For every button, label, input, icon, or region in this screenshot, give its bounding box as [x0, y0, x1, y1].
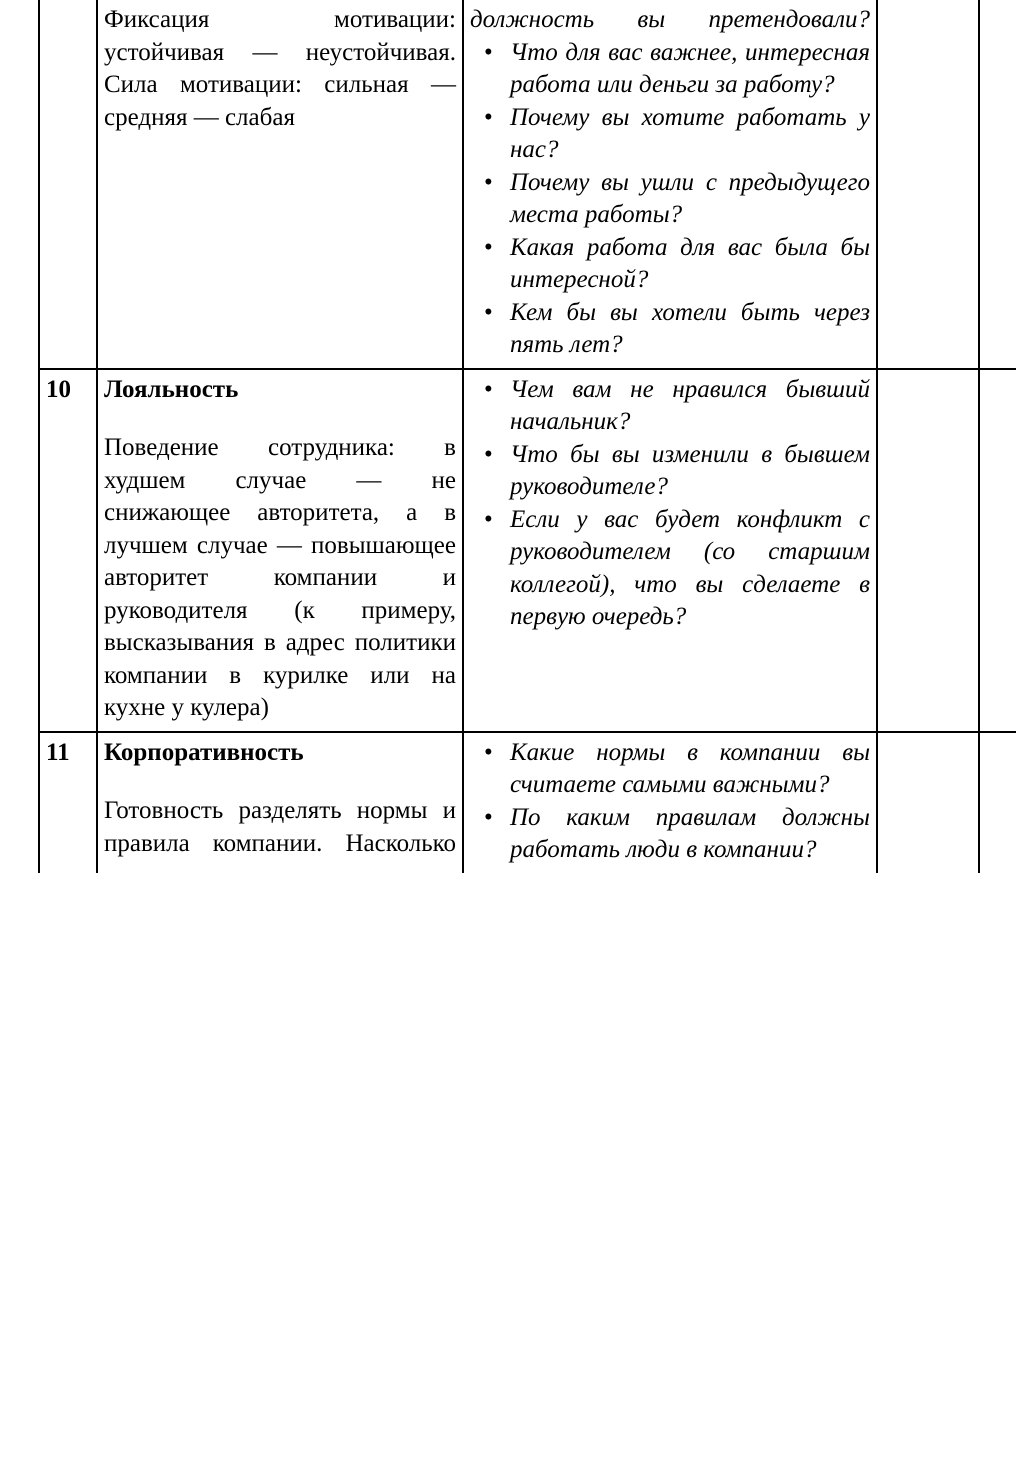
notes-cell [979, 732, 1016, 873]
table-row [39, 369, 1016, 732]
criterion-title: Лояльность [104, 375, 239, 403]
assessment-cell [877, 369, 979, 732]
questions-list [470, 737, 870, 867]
question-continuation: должность вы претендовали? [470, 6, 870, 33]
list-item: • Что для вас важнее, интересная работа или деньги за работу? [470, 37, 870, 102]
criterion-title: Корпоративность [104, 738, 304, 766]
row-number-cell [39, 732, 97, 873]
questions-cell [463, 0, 877, 369]
row-number-cell [39, 0, 97, 369]
list-item: • Если у вас будет конфликт с руководителем (со старшим коллегой), что вы сделаете в первую очередь? [470, 504, 870, 634]
list-item: • Чем вам не нравился бывший начальник? [470, 374, 870, 439]
list-item: • Кем бы вы хотели быть через пять лет? [470, 297, 870, 362]
criterion-paragraph: Готовность разделять нормы и правила компании. Насколько [104, 797, 456, 857]
row-number: 10 [46, 375, 71, 403]
list-item: • Почему вы ушли с предыдущего места работы? [470, 167, 870, 232]
questions-list [470, 374, 870, 634]
criterion-cell [97, 0, 463, 369]
assessment-cell [877, 0, 979, 369]
list-item: • Что бы вы изменили в бывшем руководителе? [470, 439, 870, 504]
questions-list [470, 37, 870, 362]
questions-cell [463, 369, 877, 732]
criterion-paragraph: Сила мотивации: сильная — средняя — слабая [104, 71, 456, 131]
criterion-paragraph: Поведение сотрудника: в худшем случае — не снижающее авторитета, а в лучшем случае — повышающее авторитет компании и руководителя (к примеру, высказывания в адрес политики компании в курилке или на кухне у кулера) [104, 434, 456, 721]
list-item: • Почему вы хотите работать у нас? [470, 102, 870, 167]
row-number: 11 [46, 738, 70, 766]
list-item: • По каким правилам должны работать люди в компании? [470, 802, 870, 867]
criterion-paragraph: Фиксация мотивации: устойчивая — неустойчивая. [104, 6, 456, 66]
criterion-cell [97, 732, 463, 873]
criteria-table [38, 0, 1016, 873]
table-row [39, 0, 1016, 369]
row-number-cell [39, 369, 97, 732]
list-item: • Какие нормы в компании вы считаете самыми важными? [470, 737, 870, 802]
notes-cell [979, 0, 1016, 369]
table-row [39, 732, 1016, 873]
questions-cell [463, 732, 877, 873]
list-item: • Какая работа для вас была бы интересной? [470, 232, 870, 297]
criterion-cell [97, 369, 463, 732]
notes-cell [979, 369, 1016, 732]
assessment-cell [877, 732, 979, 873]
